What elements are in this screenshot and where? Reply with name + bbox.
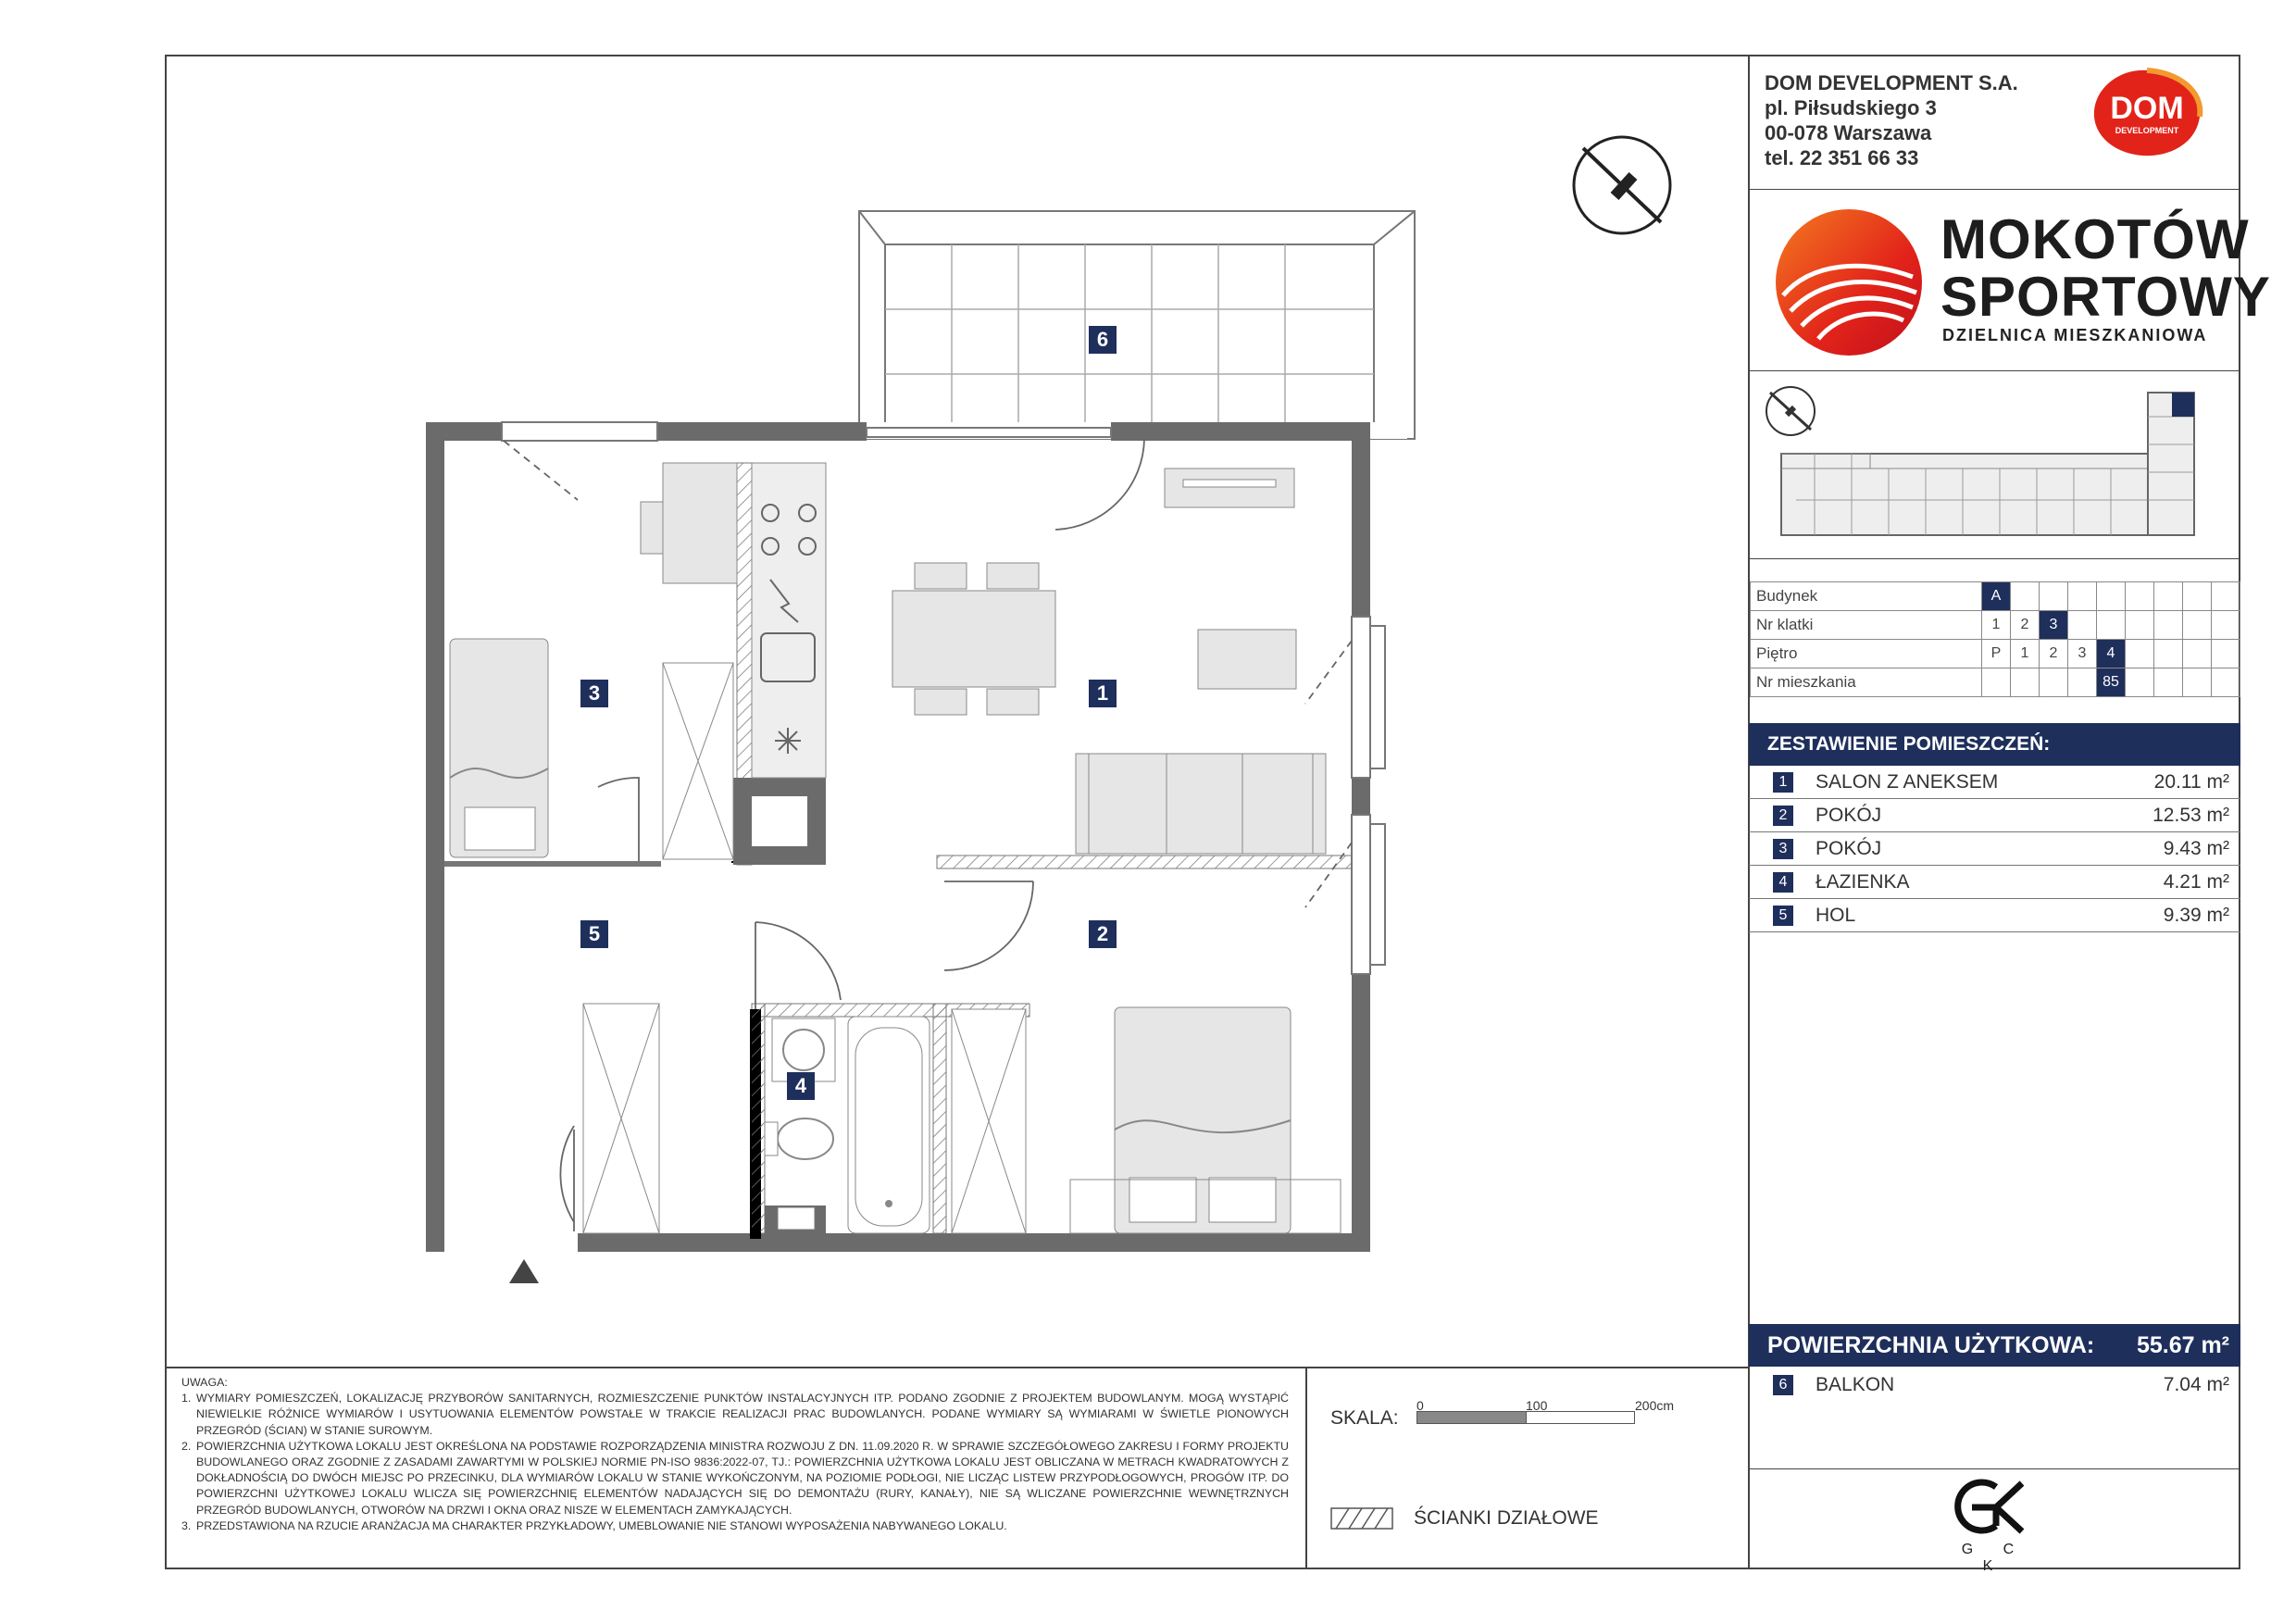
scale-label: SKALA: [1330, 1407, 1399, 1429]
building-label: Budynek [1751, 582, 1982, 611]
dom-development-logo [2087, 67, 2207, 159]
plan-label-room-2: 2 [1089, 920, 1117, 948]
floor-plan [426, 204, 1426, 1301]
company-address [1765, 70, 2018, 170]
note-item: 3. PRZEDSTAWIONA NA RZUCIE ARANŻACJA MA CHARAKTER PRZYKŁADOWY, UMEBLOWANIE NIE STANOWI WYPOSAŻENIA NABYWANEGO LOKALU. [181, 1518, 1007, 1532]
partition-wall-label: ŚCIANKI DZIAŁOWE [1414, 1507, 1599, 1529]
scale-bar [1416, 1411, 1635, 1424]
project-title-line2: SPORTOWY [1940, 266, 2271, 328]
partition-wall-swatch [1330, 1507, 1393, 1534]
project-subtitle: DZIELNICA MIESZKANIOWA [1942, 326, 2208, 344]
note-item: 1. WYMIARY POMIESZCZEŃ, LOKALIZACJĘ PRZYBORÓW SANITARNYCH, ROZMIESZCZENIE PUNKTÓW INSTALACYJNYCH ITP. PODANO ZGODNIE Z PROJEKTEM BUDOWLANYM. MOGĄ WYSTĄPIĆ NIEWIELKIE RÓŻNICE WYMIARÓW I USYTUOWANIA ELEMENTÓW POWSTAŁE W TRAKCIE REALIZACJI PRAC BUDOWLANYCH. PODANE WYMIARY SĄ WYMIARAMI W ŚWIETLE PIONOWYCH PRZEGRÓD (ŚCIAN) W STANIE SUROWYM. [181, 1392, 1289, 1437]
usable-area-bar [1749, 1324, 2240, 1367]
notes-block [181, 1375, 1289, 1534]
mokotow-sportowy-logo-mark [1774, 207, 1924, 362]
plan-label-room-6: 6 [1089, 326, 1117, 354]
room-name: SALON Z ANEKSEM [1816, 771, 1999, 793]
staircase-cell: 1 [1982, 611, 2011, 640]
apartment-number: 85 [2097, 668, 2126, 697]
floor-cell: 2 [2040, 640, 2068, 668]
room-number: 1 [1773, 772, 1793, 793]
company-street: pl. Piłsudskiego 3 [1765, 96, 1937, 119]
dom-logo-text: DOM [2110, 91, 2184, 126]
dom-logo-subtext: DEVELOPMENT [2115, 126, 2179, 135]
room-area: 9.43 m² [2163, 838, 2229, 859]
notes-scale-divider [1305, 1367, 1307, 1569]
apartment-label: Nr mieszkania [1751, 668, 1982, 697]
floor-cell: 3 [2068, 640, 2097, 668]
north-arrow-icon [1566, 130, 1678, 245]
floor-label: Piętro [1751, 640, 1982, 668]
room-number: 3 [1773, 839, 1793, 859]
balcony-row [1749, 1368, 2240, 1402]
building-cell: A [1982, 582, 2011, 611]
room-area: 20.11 m² [2153, 771, 2229, 793]
plan-label-room-3: 3 [580, 680, 608, 707]
scale-tick-0: 0 [1416, 1398, 1424, 1413]
plan-label-room-1: 1 [1089, 680, 1117, 707]
project-title-line1: MOKOTÓW [1940, 208, 2250, 270]
plan-label-room-5: 5 [580, 920, 608, 948]
company-name: DOM DEVELOPMENT S.A. [1765, 71, 2018, 94]
bottom-panel-divider [165, 1367, 1750, 1368]
floor-cell: 1 [2011, 640, 2040, 668]
room-name: BALKON [1816, 1374, 1895, 1395]
staircase-label: Nr klatki [1751, 611, 1982, 640]
floor-cell: 4 [2097, 640, 2126, 668]
room-area: 7.04 m² [2163, 1374, 2229, 1395]
scale-tick-100: 100 [1526, 1398, 1548, 1413]
rooms-header: ZESTAWIENIE POMIESZCZEŃ: [1749, 723, 2240, 766]
gck-logo [1948, 1478, 2040, 1574]
plan-label-room-4: 4 [787, 1072, 815, 1100]
area-divider [1749, 1468, 2240, 1469]
room-row [1749, 899, 2240, 932]
room-number: 5 [1773, 906, 1793, 926]
company-city: 00-078 Warszawa [1765, 121, 1932, 144]
room-row [1749, 799, 2240, 832]
room-row [1749, 866, 2240, 899]
project-divider [1749, 370, 2240, 371]
room-row [1749, 832, 2240, 866]
room-name: POKÓJ [1816, 838, 1882, 859]
room-name: ŁAZIENKA [1816, 871, 1910, 893]
room-number: 4 [1773, 872, 1793, 893]
room-name: POKÓJ [1816, 805, 1882, 826]
note-item: 2. POWIERZCHNIA UŻYTKOWA LOKALU JEST OKREŚLONA NA PODSTAWIE ROZPORZĄDZENIA MINISTRA ROZWOJU Z DN. 11.09.2020 R. W SPRAWIE SZCZEGÓŁOWEGO ZAKRESU I FORMY PROJEKTU BUDOWLANEGO ORAZ ZGODNIE Z ZASADAMI ZAWARTYMI W POLSKIEJ NORMIE PN-ISO 9836:2022-07, TJ.: POWIERZCHNIA UŻYTKOWA LOKALU JEST OBLICZANA W METRACH KWADRATOWYCH Z DOKŁADNOŚCIĄ DO DWÓCH MIEJSC PO PRZECINKU, DLA WYMIARÓW LOKALU W STANIE WYKOŃCZONYM, NA POZIOMIE PODŁOGI, NIE LICZĄC LISTEW PRZYPODŁOGOWYCH, PROGÓW ITP. DO POWIERZCHNI UŻYTKOWEJ LOKALU WLICZA SIĘ POWIERZCHNIĘ ELEMENTÓW NADAJĄCYCH SIĘ DO DEMONTAŻU (RURY, KANAŁY), NIE SĄ WLICZANE POWIERZCHNIE WEWNĘTRZNYCH PRZEGRÓD BUDOWLANYCH, OTWORÓW NA DRZWI I OKNA ORAZ NISZE W ELEMENTACH ZAMYKAJĄCYCH. [181, 1439, 1289, 1517]
room-number: 6 [1773, 1375, 1793, 1395]
usable-area-label: POWIERZCHNIA UŻYTKOWA: [1767, 1332, 2095, 1358]
usable-area-value: 55.67 m² [2136, 1332, 2229, 1358]
room-name: HOL [1816, 905, 1856, 926]
room-number: 2 [1773, 806, 1793, 826]
room-area: 12.53 m² [2152, 805, 2229, 826]
notes-title: UWAGA: [181, 1376, 228, 1389]
room-area: 4.21 m² [2163, 871, 2229, 893]
staircase-cell: 2 [2011, 611, 2040, 640]
floor-cell: P [1982, 640, 2011, 668]
room-area: 9.39 m² [2163, 905, 2229, 926]
unit-info-table [1750, 581, 2240, 697]
room-row [1749, 766, 2240, 799]
company-phone: tel. 22 351 66 33 [1765, 146, 1919, 169]
key-plan [1759, 380, 2240, 560]
scale-tick-200: 200cm [1635, 1398, 1675, 1413]
staircase-cell: 3 [2040, 611, 2068, 640]
company-divider [1749, 189, 2240, 190]
gck-letters: G C K [1961, 1542, 2028, 1574]
